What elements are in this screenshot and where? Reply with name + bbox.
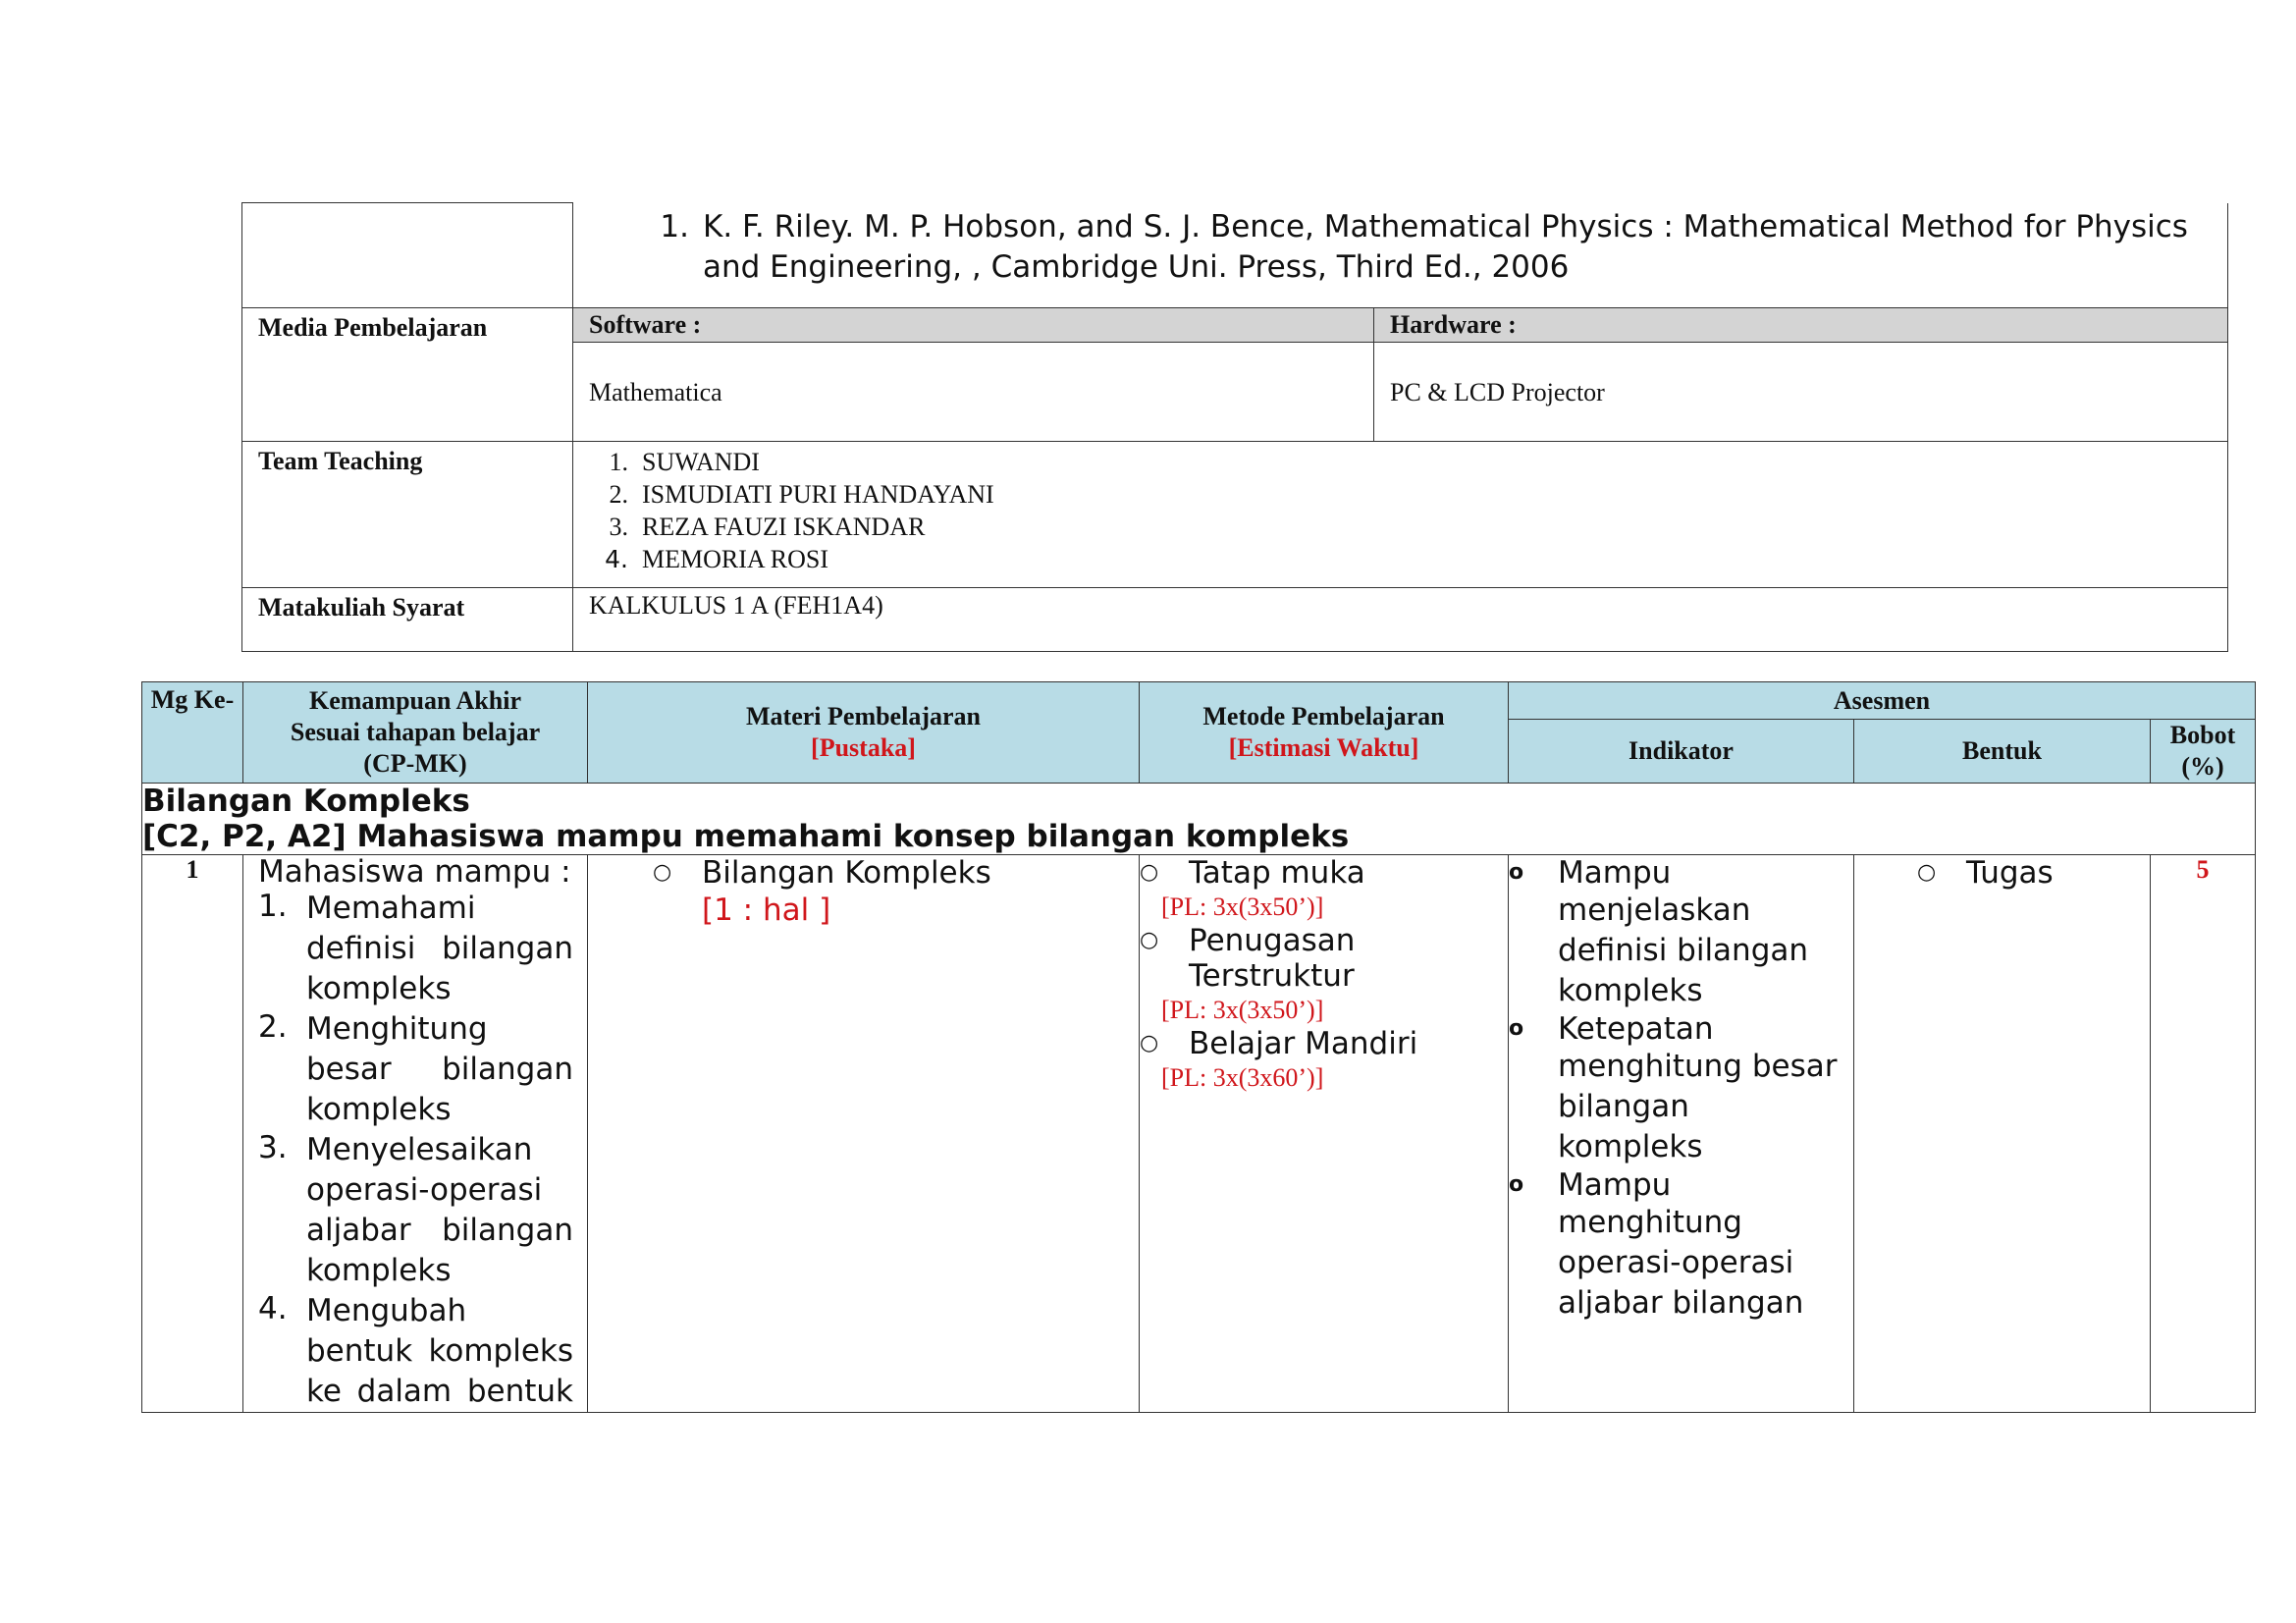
team-member <box>573 446 2227 478</box>
hardware-cell <box>1374 308 2228 442</box>
hardware-header: Hardware : <box>1374 308 2227 343</box>
section-subtitle: [C2, P2, A2] Mahasiswa mampu memahami konsep bilangan kompleks <box>142 819 1350 854</box>
cp-item-text <box>306 1130 573 1291</box>
indikator-item-text <box>1558 1167 1853 1324</box>
team-member-name: REZA FAUZI ISKANDAR <box>642 513 926 541</box>
cp-item-line: Memahami <box>306 891 476 926</box>
materi-header-label: Materi Pembelajaran <box>746 702 981 730</box>
indikator-list <box>1509 855 1853 1324</box>
metode-time-estimate: [PL: 3x(3x60’)] <box>1161 1063 1324 1092</box>
materi-header-note: [Pustaka] <box>811 733 916 762</box>
metode-header-note: [Estimasi Waktu] <box>1228 733 1419 762</box>
circle-bullet-icon: ○ <box>1917 860 1937 885</box>
references-cell <box>573 203 2228 308</box>
metode-header <box>1140 682 1509 784</box>
indikator-line: menjelaskan <box>1558 893 1751 928</box>
bobot-value: 5 <box>2151 855 2256 1413</box>
indikator-item <box>1509 1167 1853 1324</box>
indikator-line: menghitung <box>1558 1205 1742 1240</box>
bentuk-cell <box>1854 855 2151 1413</box>
cp-item-line: bentuk kompleks <box>306 1333 573 1369</box>
section-title: Bilangan Kompleks <box>142 784 470 819</box>
table-row <box>142 855 2256 1413</box>
reference-item <box>573 203 2208 288</box>
cp-item <box>258 1291 573 1412</box>
indikator-item-text <box>1558 855 1853 1011</box>
metode-item-line: Penugasan <box>1189 923 1356 958</box>
cp-item <box>258 889 573 1009</box>
week-number: 1 <box>142 855 243 1413</box>
metode-header-label: Metode Pembelajaran <box>1202 702 1445 730</box>
prerequisite-label: Matakuliah Syarat <box>242 588 573 652</box>
cp-header-line: Sesuai tahapan belajar <box>290 718 541 746</box>
team-member-number: 4. <box>605 545 628 573</box>
indikator-item <box>1509 1011 1853 1167</box>
materi-item <box>588 855 1139 930</box>
cp-item-line: kompleks <box>306 1253 452 1288</box>
metode-item-line: Belajar Mandiri <box>1189 1026 1418 1061</box>
metode-item-text <box>1189 923 1508 994</box>
metode-cell <box>1140 855 1509 1413</box>
team-member-number: 2. <box>609 480 628 509</box>
indikator-line: Mampu <box>1558 855 1672 891</box>
software-value: Mathematica <box>589 378 722 406</box>
team-member-name: MEMORIA ROSI <box>642 545 828 573</box>
lesson-plan-table <box>141 681 2256 1413</box>
indikator-line: kompleks <box>1558 1129 1703 1164</box>
cp-header-line: (CP-MK) <box>363 749 467 778</box>
indikator-line: bilangan <box>1558 1089 1689 1124</box>
cp-item-text <box>306 889 573 1009</box>
reference-line: and Engineering, , Cambridge Uni. Press, Third Ed., 2006 <box>703 248 1570 285</box>
week-header: Mg Ke- <box>142 682 243 784</box>
circle-bullet-icon: o <box>1509 1172 1524 1197</box>
materi-reference: [1 : hal ] <box>702 893 831 928</box>
indikator-header: Indikator <box>1509 720 1854 784</box>
team-member <box>573 511 2227 543</box>
circle-bullet-icon: ○ <box>653 860 672 885</box>
reference-line: K. F. Riley. M. P. Hobson, and S. J. Bence, Mathematical Physics : Mathematical Method for Physics <box>703 208 2188 244</box>
metode-time-estimate: [PL: 3x(3x50’)] <box>1161 893 1324 921</box>
cp-item-line: Menyelesaikan <box>306 1132 533 1167</box>
team-member-number: 1. <box>609 448 628 476</box>
team-row <box>242 442 2228 588</box>
team-member-name: SUWANDI <box>642 448 760 476</box>
bentuk-item <box>1854 855 2150 891</box>
indikator-line: operasi-operasi <box>1558 1245 1794 1280</box>
cp-cell <box>243 855 588 1413</box>
cp-item-text <box>306 1291 573 1412</box>
bobot-header <box>2151 720 2256 784</box>
cp-item-line: aljabar bilangan <box>306 1213 573 1248</box>
cp-item-line: kompleks <box>306 971 452 1006</box>
cp-item-line: Menghitung <box>306 1011 488 1047</box>
metode-item <box>1140 1026 1508 1061</box>
metode-item-text <box>1189 855 1508 891</box>
metode-item-line: Tatap muka <box>1189 855 1365 891</box>
indikator-item-text <box>1558 1011 1853 1167</box>
hardware-value: PC & LCD Projector <box>1390 378 1605 406</box>
metode-item <box>1140 923 1508 994</box>
team-member-name: ISMUDIATI PURI HANDAYANI <box>642 480 994 509</box>
prerequisite-value: KALKULUS 1 A (FEH1A4) <box>573 588 2228 652</box>
materi-title: Bilangan Kompleks <box>702 855 991 891</box>
cp-item-number: 4. <box>258 1291 288 1326</box>
media-label: Media Pembelajaran <box>242 308 573 442</box>
cp-item-line: besar bilangan <box>306 1052 573 1087</box>
course-info-table <box>241 202 2228 652</box>
software-cell <box>573 308 1374 442</box>
cp-header <box>243 682 588 784</box>
team-member <box>573 543 2227 575</box>
materi-header <box>588 682 1140 784</box>
prerequisite-row <box>242 588 2228 652</box>
team-member-number: 3. <box>609 513 628 541</box>
bobot-header-line: Bobot <box>2169 721 2236 749</box>
bobot-header-line: (%) <box>2181 752 2224 781</box>
references-row <box>242 203 2228 308</box>
metode-item-line: Terstruktur <box>1189 958 1355 994</box>
team-cell <box>573 442 2228 588</box>
asesmen-header: Asesmen <box>1509 682 2256 720</box>
bentuk-value: Tugas <box>1966 855 2054 891</box>
indikator-line: kompleks <box>1558 973 1703 1008</box>
indikator-line: definisi bilangan <box>1558 933 1809 968</box>
indikator-line: Ketepatan <box>1558 1011 1714 1047</box>
circle-bullet-icon: ○ <box>1140 1031 1159 1055</box>
cp-item-line: kompleks <box>306 1092 452 1127</box>
table-header-row <box>142 682 2256 720</box>
reference-list <box>573 203 2227 288</box>
cp-item <box>258 1009 573 1130</box>
cp-item-number: 2. <box>258 1009 288 1045</box>
bentuk-header: Bentuk <box>1854 720 2151 784</box>
cp-item-line: operasi-operasi <box>306 1172 543 1208</box>
cp-item <box>258 1130 573 1291</box>
circle-bullet-icon: o <box>1509 1016 1524 1041</box>
cp-item-number: 1. <box>258 889 288 924</box>
cp-item-line: ke dalam bentuk <box>306 1374 573 1409</box>
reference-number: 1. <box>660 208 689 244</box>
reference-text <box>703 207 2188 288</box>
team-label: Team Teaching <box>242 442 573 588</box>
cp-item-number: 3. <box>258 1130 288 1165</box>
team-member <box>573 478 2227 511</box>
indikator-cell <box>1509 855 1854 1413</box>
cp-item-text <box>306 1009 573 1130</box>
team-list <box>573 442 2227 575</box>
indikator-line: menghitung besar <box>1558 1049 1838 1084</box>
media-row <box>242 308 2228 442</box>
circle-bullet-icon: ○ <box>1140 928 1159 952</box>
section-heading <box>142 784 2256 855</box>
materi-cell <box>588 855 1140 1413</box>
indikator-line: aljabar bilangan <box>1558 1285 1804 1321</box>
section-row <box>142 784 2256 855</box>
cp-item-line: Mengubah <box>306 1293 467 1328</box>
indikator-item <box>1509 855 1853 1011</box>
metode-time-estimate: [PL: 3x(3x50’)] <box>1161 996 1324 1024</box>
indikator-line: Mampu <box>1558 1167 1672 1203</box>
circle-bullet-icon: o <box>1509 860 1524 885</box>
materi-item-text <box>702 855 1139 930</box>
circle-bullet-icon: ○ <box>1140 860 1159 885</box>
cp-intro: Mahasiswa mampu : <box>258 854 571 890</box>
references-label-cell <box>242 203 573 308</box>
metode-item <box>1140 855 1508 891</box>
metode-item-text <box>1189 1026 1508 1061</box>
cp-list <box>243 889 587 1412</box>
metode-list <box>1140 855 1508 1094</box>
cp-item-line: definisi bilangan <box>306 931 573 966</box>
software-header: Software : <box>573 308 1373 343</box>
cp-header-line: Kemampuan Akhir <box>309 686 521 715</box>
